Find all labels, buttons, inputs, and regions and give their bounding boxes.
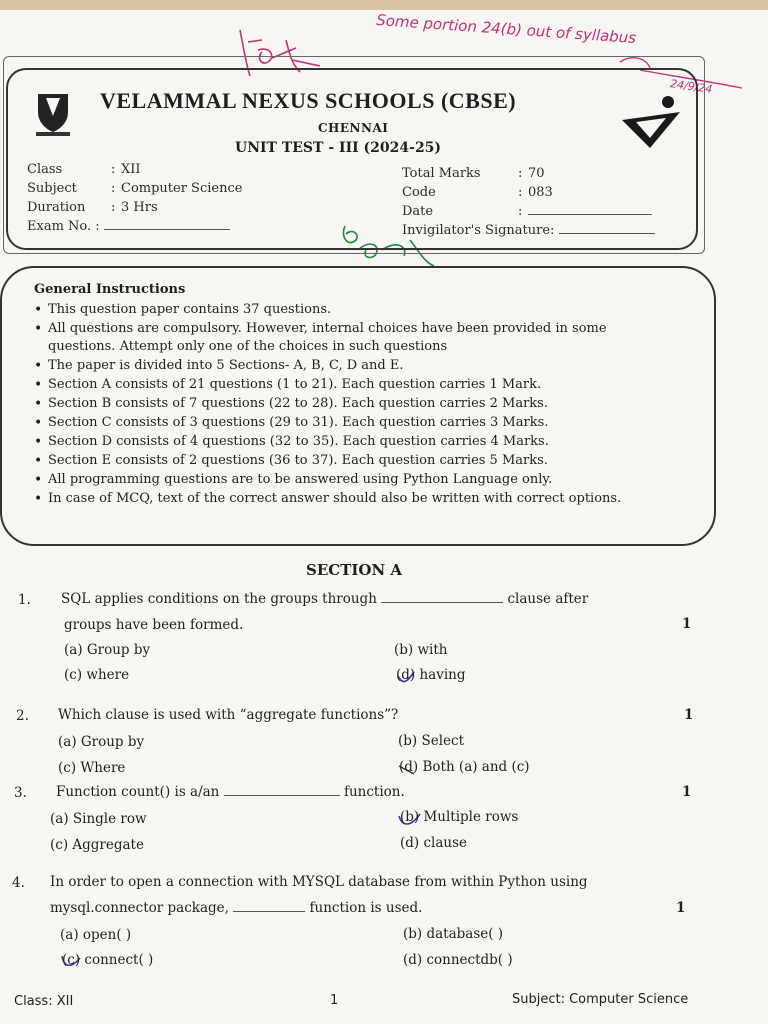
question-2-text: Which clause is used with “aggregate functions”? bbox=[58, 707, 399, 723]
instructions-list bbox=[32, 301, 672, 509]
question-3-option-b: (b) Multiple rows bbox=[400, 809, 519, 825]
info-row-code: Code : 083 bbox=[402, 185, 553, 200]
question-2-option-b: (b) Select bbox=[398, 733, 464, 749]
info-row-duration: Duration : 3 Hrs bbox=[27, 200, 158, 215]
footer-class: Class: XII bbox=[14, 994, 74, 1009]
question-3-option-a: (a) Single row bbox=[50, 811, 147, 827]
instruction-item: • In case of MCQ, text of the correct answer should also be written with correct options. bbox=[32, 490, 672, 508]
question-3-text: Function count() is a/an function. bbox=[56, 784, 405, 800]
question-4-marks: 1 bbox=[676, 900, 686, 916]
test-title: UNIT TEST - III (2024-25) bbox=[235, 140, 442, 156]
handwritten-date: 24/9/24 bbox=[669, 77, 714, 96]
right-info-block bbox=[402, 164, 655, 240]
question-1-marks: 1 bbox=[682, 616, 692, 632]
handwritten-note-top: Some portion 24(b) out of syllabus bbox=[375, 10, 637, 48]
info-row-class: Class : XII bbox=[27, 162, 141, 177]
question-4-text: In order to open a connection with MYSQL database from within Python using mysql.connector package, function is used. bbox=[50, 874, 588, 916]
info-row-date: Date : bbox=[402, 202, 655, 221]
question-2-option-d: (d) Both (a) and (c) bbox=[399, 759, 530, 775]
info-row-subject: Subject : Computer Science bbox=[27, 181, 243, 196]
footer-page-number: 1 bbox=[330, 993, 339, 1008]
section-a-heading: SECTION A bbox=[306, 561, 403, 579]
question-4-option-d: (d) connectdb( ) bbox=[403, 952, 513, 968]
instruction-item: • This question paper contains 37 questions. bbox=[32, 301, 672, 319]
info-row-exam-no: Exam No. : bbox=[27, 217, 242, 236]
question-1-option-b: (b) with bbox=[394, 642, 448, 658]
question-2-marks: 1 bbox=[684, 707, 694, 723]
school-name: VELAMMAL NEXUS SCHOOLS (CBSE) bbox=[100, 88, 517, 113]
question-3-option-d: (d) clause bbox=[400, 835, 468, 851]
city-name: CHENNAI bbox=[318, 121, 389, 135]
question-1-option-d: (d) having bbox=[396, 667, 466, 683]
question-4-option-b: (b) database( ) bbox=[403, 926, 504, 942]
instruction-item: • Section E consists of 2 questions (36 to 37). Each question carries 5 Marks. bbox=[32, 452, 672, 470]
question-1-text: SQL applies conditions on the groups through clause after groups have been formed. bbox=[61, 591, 589, 633]
footer-subject: Subject: Computer Science bbox=[512, 992, 689, 1007]
question-2-number: 2. bbox=[16, 708, 29, 724]
instruction-item: • Section B consists of 7 questions (22 to 28). Each question carries 2 Marks. bbox=[32, 395, 672, 413]
question-1-option-a: (a) Group by bbox=[64, 642, 151, 658]
question-4-option-a: (a) open( ) bbox=[60, 927, 132, 943]
question-4-number: 4. bbox=[12, 875, 25, 891]
instruction-item: • The paper is divided into 5 Sections- A, B, C, D and E. bbox=[32, 357, 672, 375]
instruction-item: • Section C consists of 3 questions (29 to 31). Each question carries 3 Marks. bbox=[32, 414, 672, 432]
question-2-option-c: (c) Where bbox=[58, 760, 126, 776]
question-2-option-a: (a) Group by bbox=[58, 734, 145, 750]
info-row-total-marks: Total Marks : 70 bbox=[402, 166, 545, 181]
left-info-block bbox=[27, 160, 242, 236]
question-4-option-c: (c) connect( ) bbox=[62, 952, 154, 968]
instruction-item: • Section A consists of 21 questions (1 to 21). Each question carries 1 Mark. bbox=[32, 376, 672, 394]
question-3-number: 3. bbox=[14, 785, 27, 801]
info-row-invigilator: Invigilator's Signature: bbox=[402, 221, 655, 240]
instruction-item: • Section D consists of 4 questions (32 to 35). Each question carries 4 Marks. bbox=[32, 433, 672, 451]
instructions-title: General Instructions bbox=[34, 282, 186, 297]
question-1-option-c: (c) where bbox=[64, 667, 130, 683]
instruction-item: • All questions are compulsory. However, internal choices have been provided in some questions. Attempt only one of the choices in such questions bbox=[32, 320, 672, 356]
question-3-marks: 1 bbox=[682, 784, 692, 800]
instruction-item: • All programming questions are to be answered using Python Language only. bbox=[32, 471, 672, 489]
question-3-option-c: (c) Aggregate bbox=[50, 837, 144, 853]
question-1-number: 1. bbox=[18, 592, 31, 608]
